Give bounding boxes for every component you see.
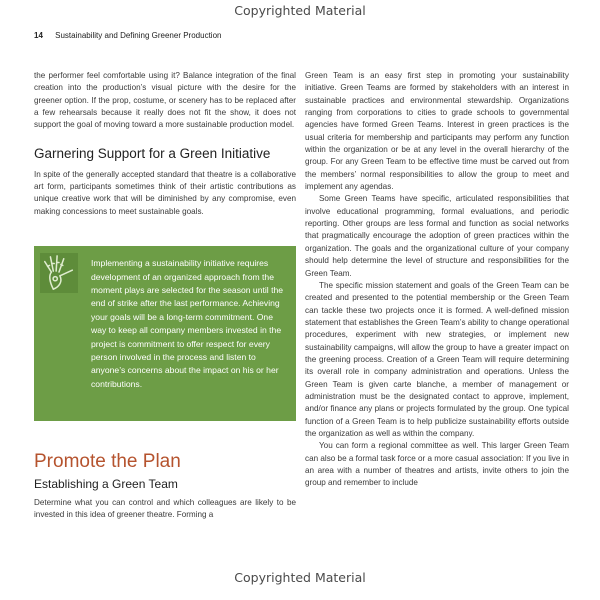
- green-team-subheading: Establishing a Green Team: [34, 477, 178, 492]
- promote-the-plan-heading: Promote the Plan: [34, 451, 181, 473]
- section-heading: Garnering Support for a Green Initiative: [34, 145, 271, 161]
- copyright-watermark-bottom: Copyrighted Material: [234, 570, 366, 585]
- intro-paragraph: the performer feel comfortable using it? Balance integration of the final creation into the production’s visual picture with the desire for the greener option. If the prop, costume, or scenery has to be replaced after a few rehearsals because it really does not fit the show, it does not support the goal of moving toward a more sustainable production model.: [34, 71, 296, 130]
- body-paragraph: Some Green Teams have specific, articulated responsibilities that involve educational programming, formal evaluations, and periodic reporting. Other groups are less formal and function as social networks that pragmatically encourage the adoption of green practices within the organization. The goals and the organizational culture of your company should help determine the level of structure and responsibilities for the Green Team.: [305, 194, 569, 278]
- body-paragraph: Green Team is an easy first step in promoting your sustainability initiative. Green Teams are formed by stakeholders with an interest in sustainable practices and environmental stewardship. Organizations ranging from corporations to cities to grade schools to governmental agencies have formed Green Teams. Interest in green practices is the usual criteria for membership and participants may perform any function within the organization or be at any level in the overall hierarchy of the group. For any Green Team to be effective time must be carved out from the members’ normal responsibilities to allow the group to meet and implement any agendas.: [305, 71, 569, 192]
- sustainability-callout-box: [34, 246, 296, 421]
- running-header: [34, 31, 221, 40]
- right-column: [305, 70, 569, 490]
- closing-paragraph: Determine what you can control and which colleagues are likely to be invested in this idea of greener theatre. Forming a: [34, 498, 296, 520]
- running-title: Sustainability and Defining Greener Production: [55, 31, 222, 40]
- body-paragraph: You can form a regional committee as well. This larger Green Team can also be a formal task force or a more casual association: If you live in an area with a number of theatres and artists, invite others to join the group and remember to include: [305, 441, 569, 488]
- page-number: 14: [34, 31, 43, 40]
- body-paragraph: The specific mission statement and goals of the Green Team can be created and presented to the potential membership or the Green Team can tackle these two projects once it is formed. A well-defined mission statement that establishes the Green Team’s ability to change operational procedures, experiment with new strategies, or implement new sustainability campaigns, will allow the group to have a greater impact on the greening process. Creation of a Green Team will require determining its overall role in company administration and operations. Unless the Green Team is given carte blanche, a member of management or administration must be the designated contact to approve, implement, and/or finance any plans or projects formulated by the group. One typical function of a Green Team is to help publicize sustainability efforts outside the organization as well as within the company.: [305, 280, 569, 438]
- copyright-watermark-top: Copyrighted Material: [234, 3, 366, 18]
- callout-text: Implementing a sustainability initiative requires development of an organized approach from the moment plays are selected for the season until the end of strike after the last performance. Achieving your goals will be a long-term commitment. One way to keep all company members invested in the project is commitment to offer respect for every person involved in the process and listen to anyone’s concerns about the impact on his or her contributions.: [91, 258, 284, 389]
- green-hand-icon: [40, 253, 78, 293]
- left-column: [34, 70, 296, 522]
- section-paragraph: In spite of the generally accepted standard that theatre is a collaborative art form, participants sometimes think of their artistic contributions as unique creative work that will be diminished by any compromise, even making concessions to meet sustainable goals.: [34, 169, 296, 216]
